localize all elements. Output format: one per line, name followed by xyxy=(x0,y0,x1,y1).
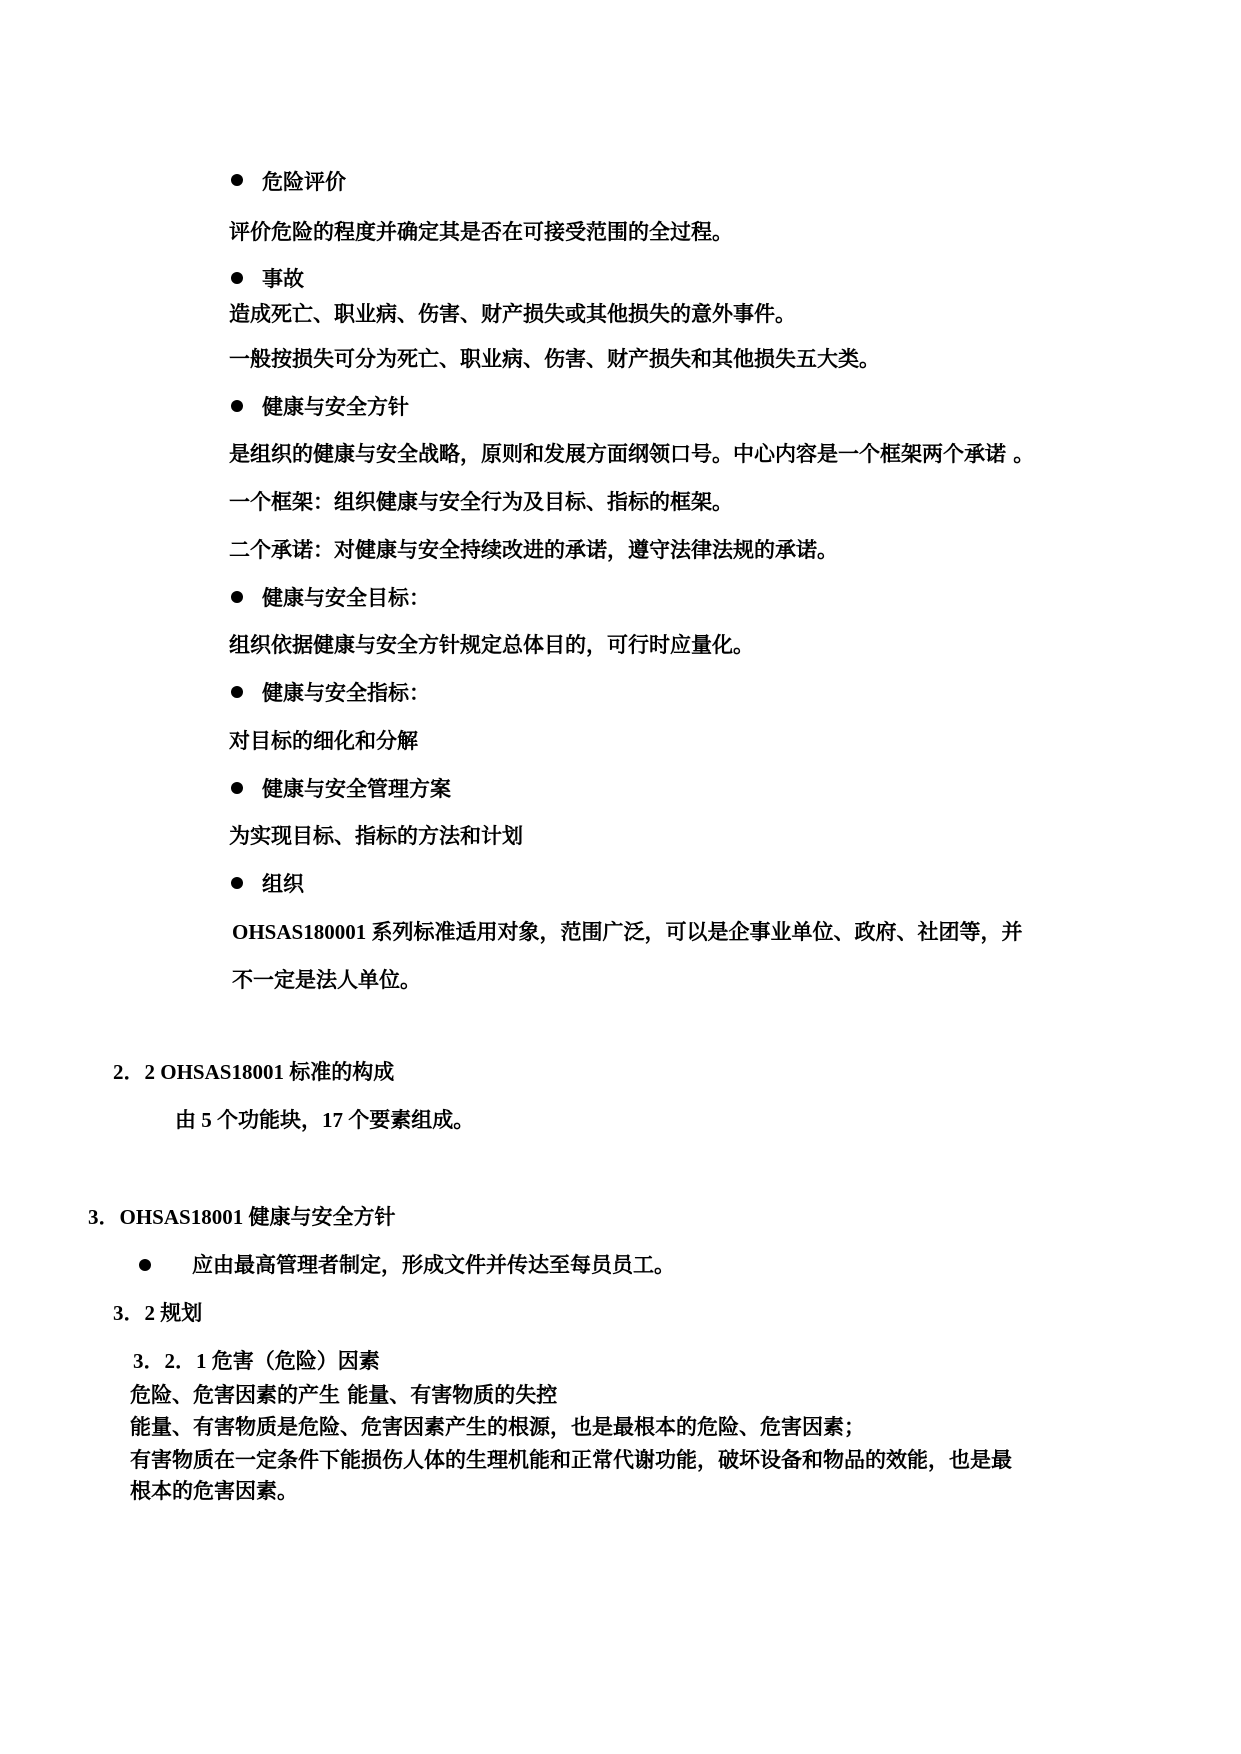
section-3-paragraph-3b: 根本的危害因素。 xyxy=(130,1479,298,1503)
bullet-icon xyxy=(231,400,243,412)
bullet-icon xyxy=(231,686,243,698)
heading-policy: 健康与安全方针 xyxy=(262,395,409,419)
heading-organization: 组织 xyxy=(262,872,304,896)
heading-target: 健康与安全指标： xyxy=(262,681,430,705)
heading-accident: 事故 xyxy=(262,267,304,291)
section-3-bullet-text: 应由最高管理者制定，形成文件并传达至每员员工。 xyxy=(192,1253,675,1277)
section-3-2-title: 3．2 规划 xyxy=(113,1301,203,1325)
organization-text-1: OHSAS180001 系列标准适用对象，范围广泛，可以是企事业单位、政府、社团等，并 xyxy=(232,920,1023,944)
section-2-2-text: 由 5 个功能块，17 个要素组成。 xyxy=(175,1108,475,1132)
program-text: 为实现目标、指标的方法和计划 xyxy=(229,824,523,848)
accident-text-1: 造成死亡、职业病、伤害、财产损失或其他损失的意外事件。 xyxy=(229,302,796,326)
section-3-paragraph-2: 能量、有害物质是危险、危害因素产生的根源，也是最根本的危险、危害因素； xyxy=(130,1415,865,1439)
section-3-paragraph-3a: 有害物质在一定条件下能损伤人体的生理机能和正常代谢功能，破坏设备和物品的效能，也是最 xyxy=(130,1448,1012,1472)
risk-eval-text: 评价危险的程度并确定其是否在可接受范围的全过程。 xyxy=(229,220,733,244)
bullet-icon xyxy=(231,877,243,889)
heading-program: 健康与安全管理方案 xyxy=(262,777,451,801)
section-2-2-title: 2．2 OHSAS18001 标准的构成 xyxy=(113,1060,395,1084)
target-text: 对目标的细化和分解 xyxy=(229,729,418,753)
bullet-icon xyxy=(231,272,243,284)
accident-text-2: 一般按损失可分为死亡、职业病、伤害、财产损失和其他损失五大类。 xyxy=(229,347,880,371)
bullet-icon xyxy=(139,1259,151,1271)
section-3-2-1-title: 3．2．1 危害（危险）因素 xyxy=(133,1349,380,1373)
organization-text-2: 不一定是法人单位。 xyxy=(232,968,421,992)
section-3-title: 3．OHSAS18001 健康与安全方针 xyxy=(88,1205,396,1229)
policy-text-2: 一个框架：组织健康与安全行为及目标、指标的框架。 xyxy=(229,490,733,514)
section-3-paragraph-1: 危险、危害因素的产生 能量、有害物质的失控 xyxy=(130,1383,558,1407)
policy-text-3: 二个承诺：对健康与安全持续改进的承诺，遵守法律法规的承诺。 xyxy=(229,538,838,562)
objective-text: 组织依据健康与安全方针规定总体目的，可行时应量化。 xyxy=(229,633,754,657)
policy-text-1: 是组织的健康与安全战略，原则和发展方面纲领口号。中心内容是一个框架两个承诺 。 xyxy=(229,442,1035,466)
bullet-icon xyxy=(231,782,243,794)
bullet-icon xyxy=(231,174,243,186)
bullet-icon xyxy=(231,591,243,603)
heading-risk-eval: 危险评价 xyxy=(262,170,346,194)
heading-objective: 健康与安全目标： xyxy=(262,586,430,610)
